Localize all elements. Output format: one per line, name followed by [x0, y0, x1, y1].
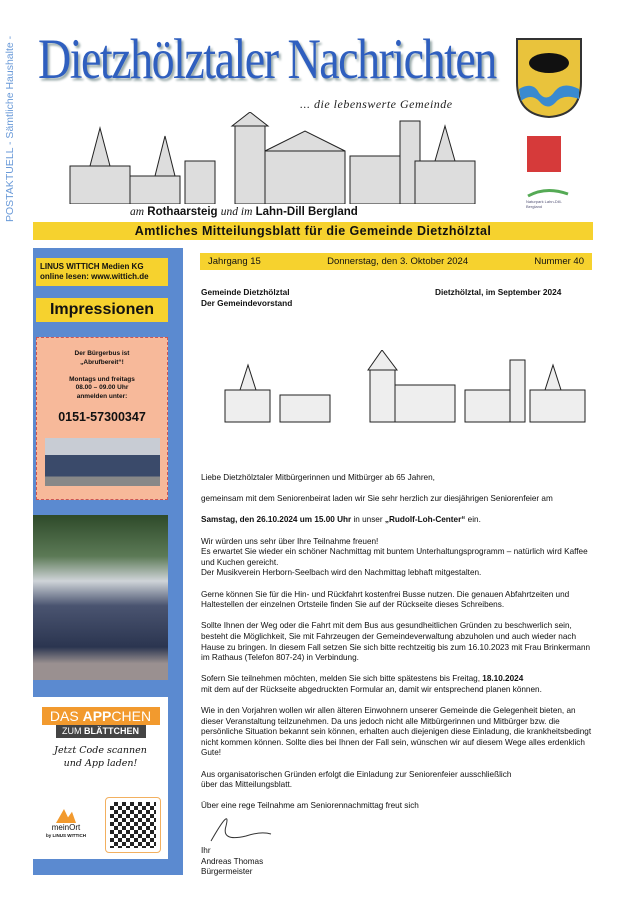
masthead-subtitle: ... die lebenswerte Gemeinde	[300, 97, 453, 111]
coat-of-arms-logo	[515, 37, 583, 119]
app-title: DAS APPCHEN	[42, 707, 160, 725]
paragraph: Liebe Dietzhölztaler Mitbürgerinnen und Mitbürger ab 65 Jahren,	[201, 473, 435, 482]
bus-group-photo	[45, 438, 160, 486]
paragraph: Wir würden uns sehr über Ihre Teilnahme freuen! Es erwartet Sie wieder ein schöner Nachmittag mit buntem Unterhaltungsprogramm – natürlich wird Kaffee und Kuchen gereicht. Der Musikverein Herborn-Seelbach wird den Nachmittag lebhaft mitgestalten.	[201, 536, 588, 578]
letter-closing: Ihr Andreas Thomas Bürgermeister	[201, 846, 264, 877]
paragraph: gemeinsam mit dem Seniorenbeirat laden wir Sie sehr herzlich zur diesjährigen Seniorenfeier am	[201, 494, 553, 504]
meinort-logo: meinOrt by LINUS WITTICH	[41, 809, 91, 839]
issue-number: Nummer 40	[534, 256, 584, 267]
bus-phone: 0151-57300347	[58, 410, 146, 424]
impressionen-photo	[33, 515, 168, 680]
rothaarsteig-logo	[527, 136, 561, 172]
impressionen-heading: Impressionen	[36, 298, 168, 322]
app-handwriting: Jetzt Code scannen und App laden!	[54, 745, 147, 769]
volume: Jahrgang 15	[208, 256, 261, 267]
paragraph: Sollte Ihnen der Weg oder die Fahrt mit dem Bus aus gesundheitlichen Gründen zu beschwerlich sein, besteht die Möglichkeit, Sie mit Fahrzeugen der Gemeindeverwaltung abzuholen und auch wieder nach Hause zu bringen. In diesem Fall setzen Sie sich bitte rechtzeitig bis zum 16.10.2023 mit Frau Brinkermann im Rathaus (Telefon 807-24) in Verbindung.	[201, 621, 591, 663]
paragraph: Samstag, den 26.10.2024 um 15.00 Uhr in unser „Rudolf-Loh-Center“ ein.	[201, 515, 481, 525]
naturpark-logo: Naturpark Lahn-Dill-Bergland	[526, 186, 570, 209]
online-link[interactable]: online lesen: www.wittich.de	[40, 272, 149, 281]
issue-date: Donnerstag, den 3. Oktober 2024	[327, 256, 469, 267]
paragraph: Über eine rege Teilnahme am Seniorennachmittag freut sich	[201, 801, 419, 811]
publisher-box	[36, 258, 168, 286]
masthead-title: Dietzhölztaler Nachrichten	[38, 26, 496, 91]
postal-label: POSTAKTUELL - Sämtliche Haushalte -	[4, 35, 16, 222]
buergerbus-notice	[36, 337, 168, 500]
bus-text: Montags und freitags	[69, 375, 135, 383]
paragraph: Sofern Sie teilnehmen möchten, melden Sie sich bitte spätestens bis Freitag, 18.10.2024 mit dem auf der Rückseite abgedruckten Formular an, damit wir entsprechend planen können.	[201, 674, 542, 694]
bus-text: anmelden unter:	[76, 392, 128, 400]
village-sketch-illustration	[60, 112, 490, 204]
issue-info-bar	[200, 253, 592, 270]
letter-place-date: Dietzhölztal, im September 2024	[435, 287, 562, 297]
bus-text: „Abrufbereit“!	[80, 358, 124, 366]
qr-code[interactable]	[105, 797, 161, 853]
village-sketch-illustration	[220, 350, 590, 425]
masthead-tagline: am Rothaarsteig und im Lahn-Dill Bergland	[130, 206, 358, 218]
bus-text: Der Bürgerbus ist	[74, 350, 130, 357]
publisher-name: LINUS WITTICH Medien KG	[40, 262, 144, 271]
letter-body	[201, 473, 593, 823]
paragraph: Gerne können Sie für die Hin- und Rückfahrt kostenfrei Busse nutzen. Die genauen Abfahrtzeiten und Haltestellen der einzelnen Ortsteile finden Sie auf der Rückseite dieses Schreibens.	[201, 589, 570, 610]
signature	[201, 806, 281, 844]
paragraph: Aus organisatorischen Gründen erfolgt die Einladung zur Seniorenfeier ausschließlich über das Mitteilungsblatt.	[201, 769, 512, 790]
letter-sender: Gemeinde Dietzhölztal Der Gemeindevorstand	[201, 287, 293, 308]
app-subtitle: ZUM BLÄTTCHEN	[56, 725, 146, 738]
app-advertisement[interactable]	[33, 697, 168, 859]
bus-text: 08.00 – 09.00 Uhr	[75, 384, 129, 391]
official-banner: Amtliches Mitteilungsblatt für die Gemeinde Dietzhölztal	[33, 222, 593, 240]
paragraph: Wie in den Vorjahren wollen wir allen älteren Einwohnern unserer Gemeinde die Gelegenheit bieten, an dieser Veranstaltung teilzunehmen. Da uns jedoch nicht alle Mitbürgerinnen und Mitbürger bzw. die persönliche Situation bekannt sein können, erhalten auch diejenigen diese Einladung, die krankheitsbedingt nicht kommen können. Sollte dies bei Ihnen der Fall sein, wünschen wir auf diesem Wege alles erdenklich Gute!	[201, 706, 592, 758]
